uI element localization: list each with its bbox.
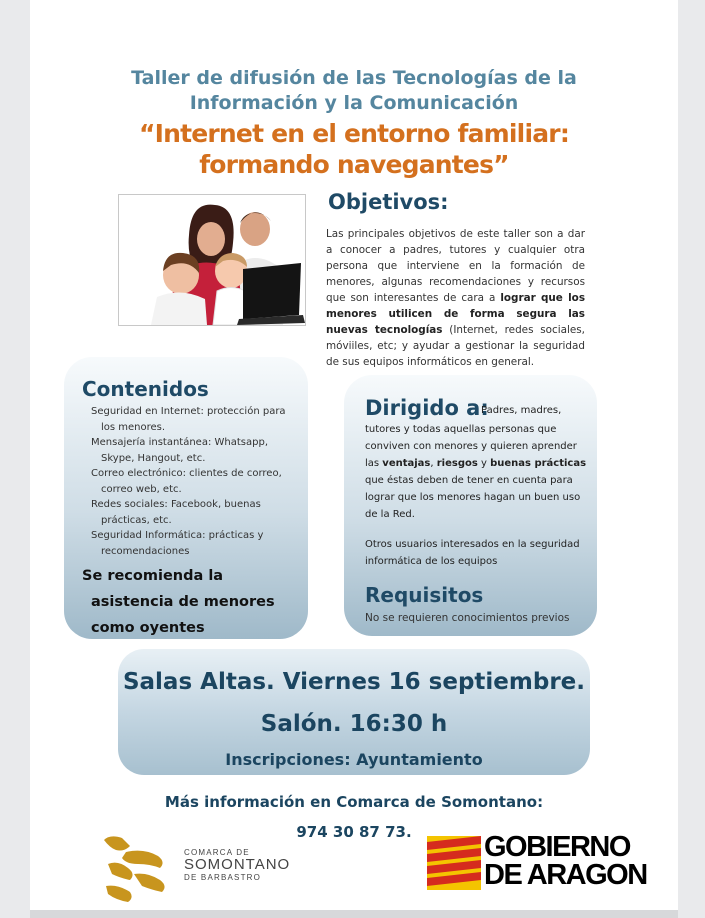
- list-item: Mensajería instantánea: Whatsapp, Skype, Hangout, etc.: [91, 437, 268, 464]
- somontano-name: SOMONTANO: [184, 856, 291, 873]
- aragon-wordmark: [484, 833, 647, 889]
- subtitle-line-2: formando navegantes”: [199, 150, 509, 179]
- family-computer-photo: [118, 194, 306, 326]
- more-info-text: Más información en Comarca de Somontano:: [164, 793, 544, 811]
- dirigido-heading: Dirigido a:: [365, 396, 489, 420]
- dirigido-text-b: que éstas deben de tener en cuenta para lograr que los menores hagan un buen uso de la Red.: [365, 475, 581, 520]
- list-item: Seguridad en Internet: protección para los menores.: [91, 406, 286, 433]
- dirigido-separator-2: y: [477, 458, 491, 469]
- objetivos-text-start: Las principales objetivos de este taller son a dar a conocer a padres, tutores y cualquier otra persona que interviene en la formación de menores, algunas recomendaciones y recursos que son interesantes de cara a: [326, 228, 585, 304]
- dirigido-text: [365, 421, 587, 523]
- subtitle-line-1: “Internet en el entorno familiar:: [138, 119, 570, 148]
- somontano-logo: [100, 834, 340, 904]
- event-registration: Inscripciones: Ayuntamiento: [225, 750, 483, 769]
- dirigido-bold-ventajas: ventajas: [382, 458, 431, 469]
- objetivos-text-bold: lograr que los menores utilicen de forma segura las nuevas tecnologías: [326, 292, 585, 336]
- somontano-bottom-label: DE BARBASTRO: [184, 873, 262, 882]
- title-line-1: Taller de difusión de las Tecnologías de la: [131, 67, 577, 89]
- requisitos-text: No se requieren conocimientos previos: [365, 612, 570, 624]
- recommendation-line-2: asistencia de menores: [91, 594, 275, 610]
- dirigido-others: Otros usuarios interesados en la seguridad informática de los equipos: [365, 539, 580, 567]
- dirigido-bold-practicas: buenas prácticas: [490, 458, 587, 469]
- somontano-wordmark: [184, 848, 290, 882]
- family-photo-illustration: [119, 195, 305, 325]
- page-bottom-edge: [30, 910, 678, 918]
- dirigido-text-a: tutores y todas aquellas personas que conviven con menores y quieren aprender las: [365, 424, 577, 469]
- event-time: Salón. 16:30 h: [260, 711, 448, 737]
- objetivos-heading: Objetivos:: [328, 190, 449, 214]
- contenidos-heading: Contenidos: [82, 377, 209, 401]
- recommendation-line-3: como oyentes: [91, 620, 205, 636]
- phone-number: 974 30 87 73.: [296, 823, 412, 841]
- event-location-date: Salas Altas. Viernes 16 septiembre.: [122, 669, 586, 695]
- dirigido-inline-text: Padres, madres,: [481, 405, 562, 416]
- aragon-flag-icon: [427, 834, 483, 892]
- contenidos-list: [91, 404, 296, 559]
- requisitos-heading: Requisitos: [365, 583, 484, 607]
- dirigido-bold-riesgos: riesgos: [436, 458, 478, 469]
- list-item: Correo electrónico: clientes de correo, correo web, etc.: [91, 468, 282, 495]
- objetivos-text-end: (Internet, redes sociales, móviiles, etc; y ayudar a gestionar la seguridad de sus equipos informáticos en general.: [326, 324, 585, 368]
- gobierno-aragon-logo: [427, 831, 677, 896]
- somontano-emblem-icon: [100, 834, 178, 904]
- dirigido-separator-1: ,: [430, 458, 437, 469]
- list-item: Redes sociales: Facebook, buenas prácticas, etc.: [91, 499, 261, 526]
- recommendation-line-1: Se recomienda la: [82, 568, 224, 584]
- title-line-2: Información y la Comunicación: [189, 92, 519, 114]
- somontano-top-label: COMARCA DE: [184, 848, 250, 857]
- objetivos-text: [326, 226, 585, 370]
- recommendation-note: [82, 563, 302, 641]
- aragon-line-1: GOBIERNO: [484, 831, 630, 863]
- list-item: Seguridad Informática: prácticas y recomendaciones: [91, 530, 264, 557]
- aragon-line-2: DE ARAGON: [484, 859, 647, 891]
